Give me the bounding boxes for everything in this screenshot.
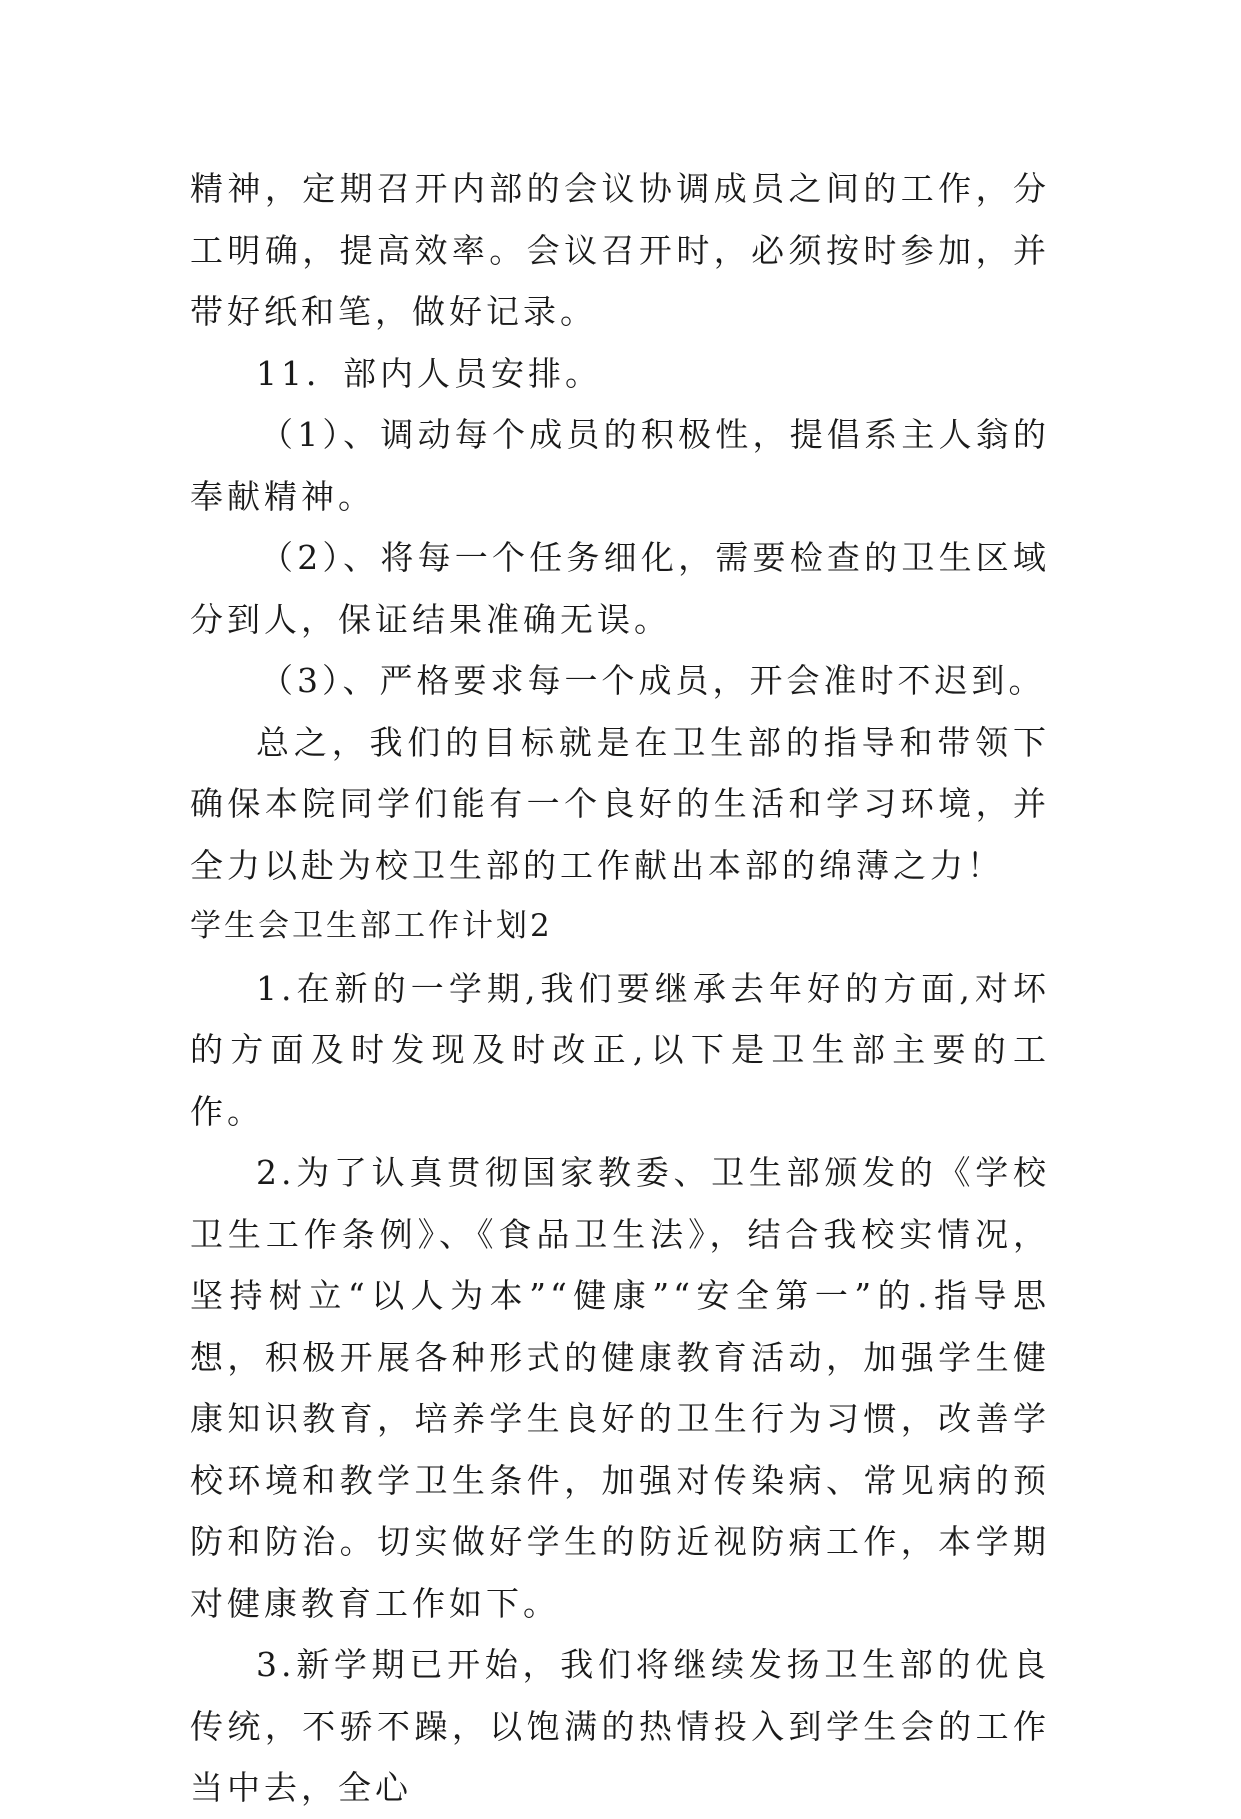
paragraph-item-1: （1）、调动每个成员的积极性，提倡系主人翁的奉献精神。 xyxy=(190,415,1050,516)
paragraph-plan-3: 3.新学期已开始，我们将继续发扬卫生部的优良传统，不骄不躁，以饱满的热情投入到学生会的工作当中去，全心 xyxy=(190,1645,1050,1807)
paragraph-meeting-continuation: 精神，定期召开内部的会议协调成员之间的工作，分工明确，提高效率。会议召开时，必须按时参加，并带好纸和笔，做好记录。 xyxy=(190,169,1050,331)
document-body xyxy=(190,158,1050,1819)
paragraph-item-2: （2）、将每一个任务细化，需要检查的卫生区域分到人，保证结果准确无误。 xyxy=(190,538,1050,639)
paragraph-item-3: （3）、严格要求每一个成员，开会准时不迟到。 xyxy=(260,661,1046,700)
section-heading: 学生会卫生部工作计划2 xyxy=(190,908,553,944)
paragraph-plan-2: 2.为了认真贯彻国家教委、卫生部颁发的《学校卫生工作条例》、《食品卫生法》，结合我校实情况，坚持树立“以人为本”“健康”“安全第一”的.指导思想，积极开展各种形式的健康教育活动，加强学生健康知识教育，培养学生良好的卫生行为习惯，改善学校环境和教学卫生条件，加强对传染病、常见病的预防和防治。切实做好学生的防近视防病工作，本学期对健康教育工作如下。 xyxy=(190,1153,1050,1623)
paragraph-staff-arrangement: 11．部内人员安排。 xyxy=(256,353,602,393)
paragraph-summary: 总之，我们的目标就是在卫生部的指导和带领下确保本院同学们能有一个良好的生活和学习环境，并全力以赴为校卫生部的工作献出本部的绵薄之力！ xyxy=(190,722,1050,885)
paragraph-plan-1: 1.在新的一学期,我们要继承去年好的方面,对坏的方面及时发现及时改正,以下是卫生部主要的工作。 xyxy=(190,968,1050,1131)
